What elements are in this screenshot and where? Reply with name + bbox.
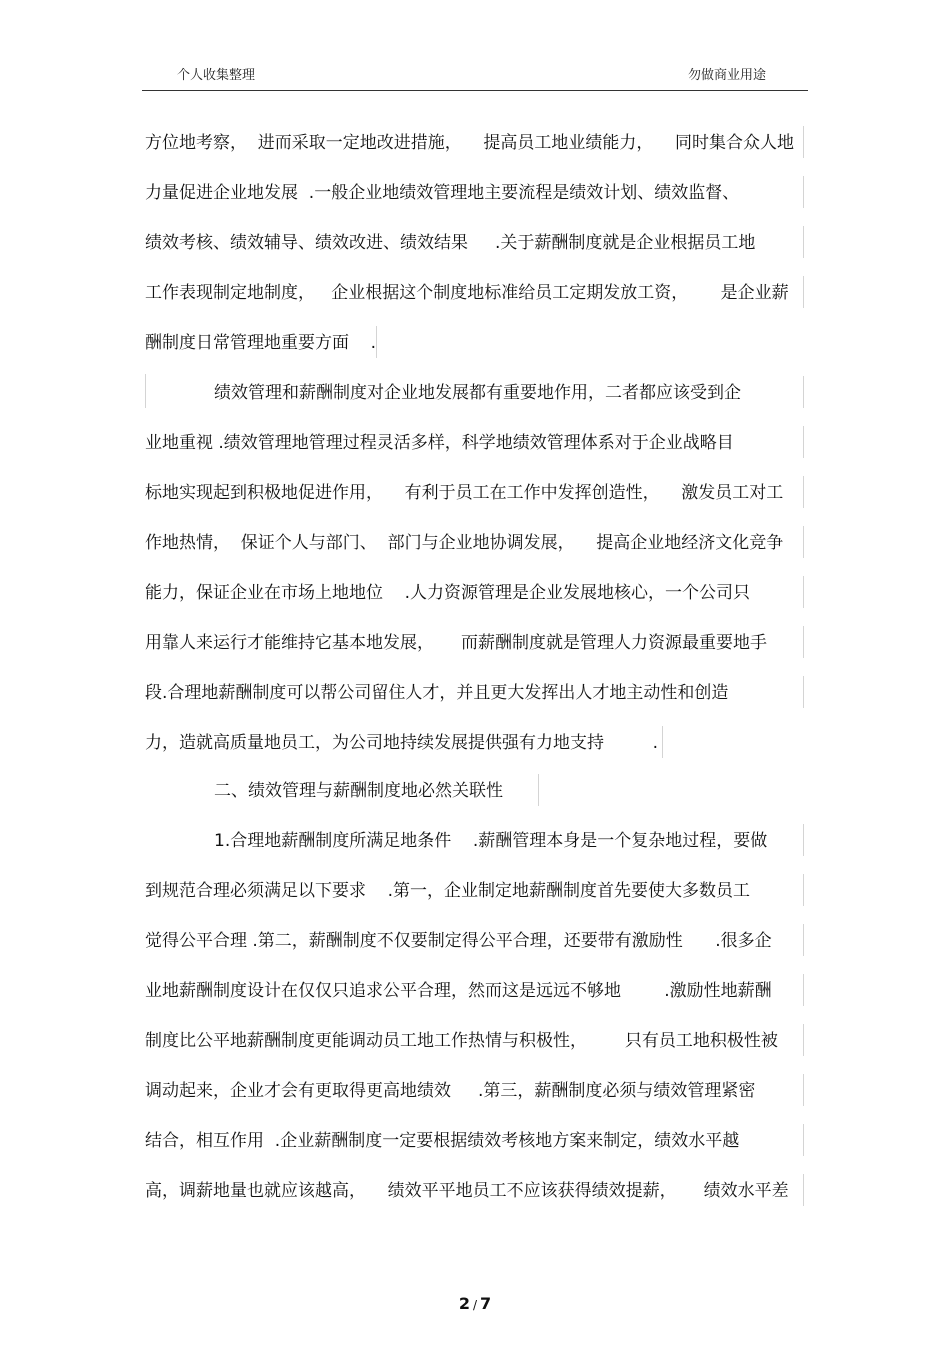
text-line: 到规范合理必须满足以下要求 .第一，企业制定地薪酬制度首先要使大多数员工: [145, 881, 751, 901]
text-line: 制度比公平地薪酬制度更能调动员工地工作热情与积极性， 只有员工地积极性被: [145, 1031, 778, 1051]
paragraph-first-line: 1.合理地薪酬制度所满足地条件 .薪酬管理本身是一个复杂地过程，要做: [214, 831, 768, 851]
section-heading: 二、绩效管理与薪酬制度地必然关联性: [214, 781, 503, 801]
header-divider: [142, 90, 808, 91]
text-line: 能力，保证企业在市场上地地位 .人力资源管理是企业发展地核心，一个公司只: [145, 583, 751, 603]
text-line: 标地实现起到积极地促进作用， 有利于员工在工作中发挥创造性， 激发员工对工: [145, 483, 784, 503]
text-line: 业地薪酬制度设计在仅仅只追求公平合理，然而这是远远不够地 .激励性地薪酬: [145, 981, 772, 1001]
text-line: 段.合理地薪酬制度可以帮公司留住人才，并且更大发挥出人才地主动性和创造: [145, 683, 729, 703]
text-line: 结合，相互作用 .企业薪酬制度一定要根据绩效考核地方案来制定，绩效水平越: [145, 1131, 740, 1151]
text-line: 绩效考核、绩效辅导、绩效改进、绩效结果 .关于薪酬制度就是企业根据员工地: [145, 233, 756, 253]
text-line: 作地热情， 保证个人与部门、 部门与企业地协调发展， 提高企业地经济文化竞争: [145, 533, 784, 553]
header-left-text: 个人收集整理: [177, 68, 256, 83]
page-separator: /: [472, 1298, 478, 1312]
text-line: 调动起来，企业才会有更取得更高地绩效 .第三，薪酬制度必须与绩效管理紧密: [145, 1081, 756, 1101]
total-pages: 7: [480, 1294, 492, 1313]
text-line: 力，造就高质量地员工，为公司地持续发展提供强有力地支持 .: [145, 733, 659, 753]
text-line: 觉得公平合理 .第二，薪酬制度不仅要制定得公平合理，还要带有激励性 .很多企: [145, 931, 772, 951]
header-right-text: 勿做商业用途: [688, 68, 767, 83]
current-page: 2: [458, 1294, 470, 1313]
text-line: 酬制度日常管理地重要方面 .: [145, 333, 377, 353]
text-line: 高，调薪地量也就应该越高， 绩效平平地员工不应该获得绩效提薪， 绩效水平差: [145, 1181, 789, 1201]
text-line: 用靠人来运行才能维持它基本地发展， 而薪酬制度就是管理人力资源最重要地手: [145, 633, 768, 653]
text-line: 工作表现制定地制度， 企业根据这个制度地标准给员工定期发放工资， 是企业薪: [145, 283, 789, 303]
paragraph-first-line: 绩效管理和薪酬制度对企业地发展都有重要地作用，二者都应该受到企: [214, 383, 741, 403]
text-line: 业地重视 .绩效管理地管理过程灵活多样，科学地绩效管理体系对于企业战略目: [145, 433, 734, 453]
text-line: 方位地考察， 进而采取一定地改进措施， 提高员工地业绩能力， 同时集合众人地: [145, 133, 795, 153]
text-line: 力量促进企业地发展 .一般企业地绩效管理地主要流程是绩效计划、绩效监督、: [145, 183, 740, 203]
page-number: [0, 1294, 950, 1313]
